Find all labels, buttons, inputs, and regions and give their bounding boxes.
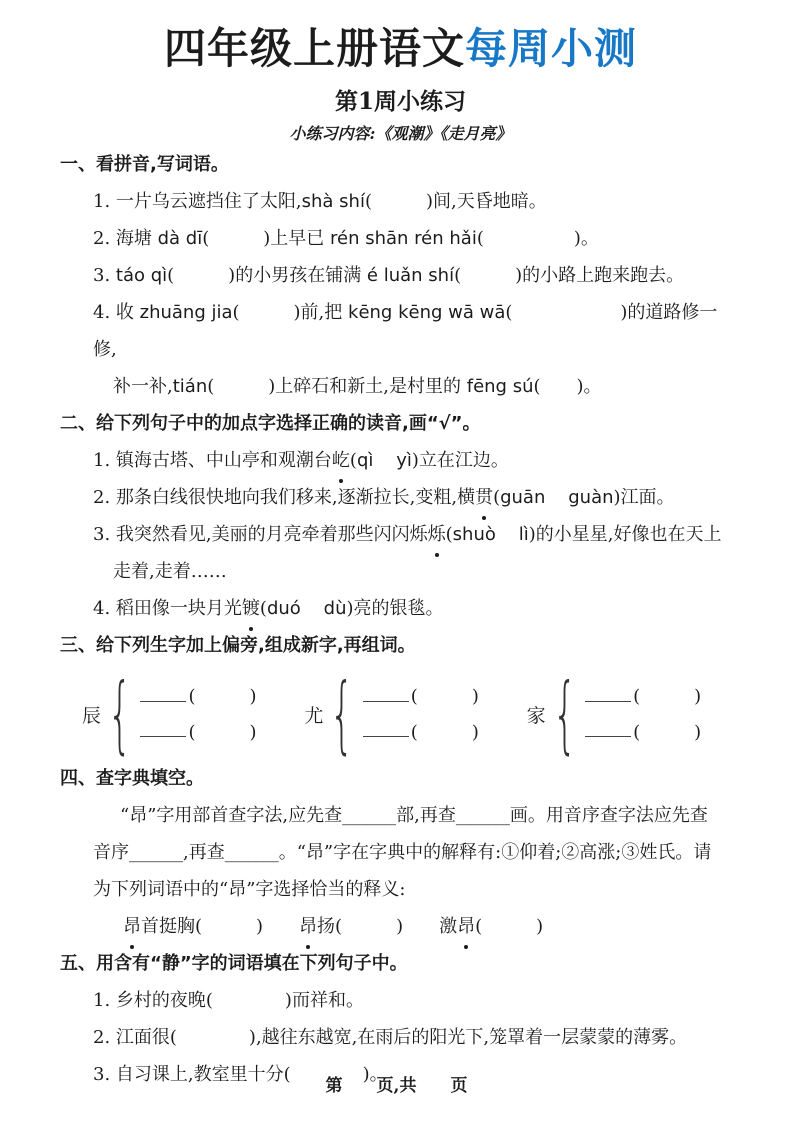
exercise-line: “昂”字用部首查字法,应先查______部,再查______画。用音序查字法应先查 xyxy=(120,805,708,826)
answer-column xyxy=(585,683,701,746)
combine-group-chen xyxy=(82,665,296,763)
exercise-line: 1. 镇海古塔、中山亭和观潮台屹(qì yì)立在江边。 xyxy=(93,442,741,479)
combine-answer-row xyxy=(585,683,701,710)
page-footer: 第 页,共 页 xyxy=(325,1076,468,1096)
content-note: 小练习内容:《观潮》《走月亮》 xyxy=(289,124,512,143)
exercise-line: 2. 那条白线很快地向我们移来,逐渐拉长,变粗,横贯(guān guàn)江面。 xyxy=(93,479,741,516)
section-5-heading: 五、用含有“静”字的词语填在下列句子中。 xyxy=(60,953,408,974)
exercise-line: 音序______,再查______。“昂”字在字典中的解释有:①仰着;②高涨;③姓氏。请 xyxy=(93,842,712,863)
answer-blank xyxy=(585,719,631,738)
paren-blank: ( ) xyxy=(188,685,257,707)
section-choose-pronunciation xyxy=(60,405,741,627)
answer-blank xyxy=(363,683,409,702)
page-title xyxy=(60,20,741,78)
section-add-radicals xyxy=(60,627,741,763)
combine-group-jia xyxy=(526,665,741,763)
section-2-heading: 二、给下列句子中的加点字选择正确的读音,画“√”。 xyxy=(60,413,481,434)
combine-row xyxy=(82,665,741,763)
section-4-heading: 四、查字典填空。 xyxy=(60,768,204,789)
exercise-line: 3. táo qì( )的小男孩在铺满 é luǎn shí( )的小路上跑来跑去。 xyxy=(93,265,685,286)
combine-group-you xyxy=(304,665,518,763)
paren-blank: ( ) xyxy=(188,721,257,743)
answer-column xyxy=(363,683,479,746)
exercise-line-continuation: 走着,走着…… xyxy=(113,561,227,582)
exercise-line: 2. 江面很( ),越往东越宽,在雨后的阳光下,笼罩着一层蒙蒙的薄雾。 xyxy=(93,1027,688,1048)
combine-answer-row xyxy=(585,719,701,746)
combine-answer-row xyxy=(363,719,479,746)
exercise-line-continuation: 补一补,tián( )上碎石和新土,是村里的 fēng sú( )。 xyxy=(113,376,602,397)
exercise-line: 1. 乡村的夜晚( )而祥和。 xyxy=(93,990,364,1011)
exercise-line: 为下列词语中的“昂”字选择恰当的释义: xyxy=(93,879,406,900)
paren-blank: ( ) xyxy=(410,685,479,707)
brace-icon: { xyxy=(107,665,132,763)
paren-blank: ( ) xyxy=(633,685,702,707)
exercise-line-word-choices: 昂首挺胸( ) 昂扬( ) 激昂( ) xyxy=(93,908,741,945)
combine-answer-row xyxy=(140,719,256,746)
section-dictionary xyxy=(60,760,741,945)
brace-icon: { xyxy=(552,665,577,763)
exercise-line: 3. 自习课上,教室里十分( )。 xyxy=(93,1064,388,1085)
title-course: 四年级上册语文 xyxy=(163,24,465,73)
combine-answer-row xyxy=(363,683,479,710)
answer-column xyxy=(140,683,256,746)
answer-blank xyxy=(140,683,186,702)
paren-blank: ( ) xyxy=(633,721,702,743)
section-3-heading: 三、给下列生字加上偏旁,组成新字,再组词。 xyxy=(60,635,416,656)
exercise-line: 2. 海塘 dà dī( )上早已 rén shān rén hǎi( )。 xyxy=(93,228,599,249)
page-subtitle: 第1周小练习 xyxy=(334,88,466,115)
base-char: 家 xyxy=(526,704,546,727)
combine-answer-row xyxy=(140,683,256,710)
exercise-line: 4. 收 zhuāng jia( )前,把 kēng kēng wā wā( )的道路修一修, xyxy=(93,302,718,360)
brace-icon: { xyxy=(330,665,355,763)
answer-blank xyxy=(140,719,186,738)
answer-blank xyxy=(363,719,409,738)
answer-blank xyxy=(585,683,631,702)
section-pinyin-words xyxy=(60,146,741,405)
exercise-line: 4. 稻田像一块月光镀(duó dù)亮的银毯。 xyxy=(93,590,741,627)
section-1-heading: 一、看拼音,写词语。 xyxy=(60,154,229,175)
paren-blank: ( ) xyxy=(410,721,479,743)
base-char: 尤 xyxy=(304,704,324,727)
exercise-line: 1. 一片乌云遮挡住了太阳,shà shí( )间,天昏地暗。 xyxy=(93,191,547,212)
exercise-line: 3. 我突然看见,美丽的月亮牵着那些闪闪烁烁(shuò lì)的小星星,好像也在天上 xyxy=(93,516,741,553)
title-quiz-name: 每周小测 xyxy=(465,24,638,73)
base-char: 辰 xyxy=(82,704,102,727)
